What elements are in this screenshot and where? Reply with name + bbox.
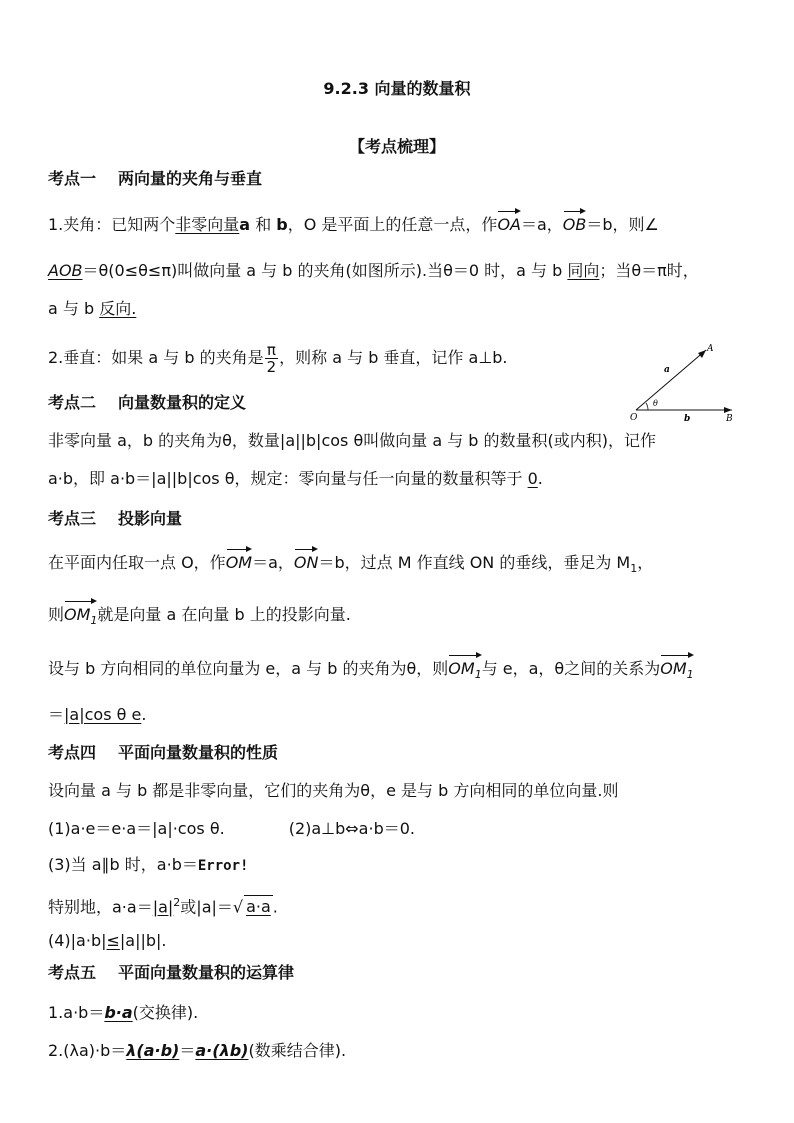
label-theta: θ [653, 399, 658, 408]
fraction-pi-over-2: $\frac{\pi}{2}$ [266, 341, 277, 376]
label-B: B [726, 414, 733, 424]
label-a: a [664, 365, 670, 375]
section-heading: 【考点梳理】 [348, 137, 445, 156]
angle-arc [646, 403, 648, 410]
k4-line5: (4)|a·b|≤|a||b|. [48, 931, 167, 950]
k3-line2: 则$OM_1$就是向量 a 在向量 b 上的投影向量. [48, 604, 351, 632]
k2-heading: 考点二 向量数量积的定义 [48, 393, 247, 412]
k4-line2: (1)a·e＝e·a＝|a|·cos θ. (2)a⊥b⇔a·b＝0. [48, 819, 415, 838]
page-title: 9.2.3 向量的数量积 [323, 79, 471, 98]
k1-angle-line1: 1.夹角：已知两个非零向量a 和 b，O 是平面上的任意一点，作OA＝a，OB＝b，则∠ [48, 215, 659, 234]
vector-a-arrowhead [698, 350, 706, 358]
label-A: A [707, 344, 714, 354]
k5-line1: 1.a·b＝b·a(交换律). [48, 1003, 199, 1022]
k1-angle-line2: AOB＝θ(0≤θ≤π)叫做向量 a 与 b 的夹角(如图所示).当θ＝0 时，a 与 b 同向；当θ＝π时， [48, 261, 699, 280]
k4-line4: 特别地，$a\cdot a=|a|^2$或|a|＝√ a·a . [48, 896, 278, 917]
k2-definition-line1: 非零向量 a，b 的夹角为θ，数量|a||b|cos θ叫做向量 a 与 b 的数量积(或内积)，记作 [48, 431, 657, 450]
vector-a-line [636, 350, 706, 410]
vector-ON: ON [293, 553, 319, 572]
k1-heading: 考点一 两向量的夹角与垂直 [48, 169, 263, 188]
k5-heading: 考点五 平面向量数量积的运算律 [48, 963, 295, 982]
vector-OB: OB [562, 215, 587, 234]
vector-OM1-b: $OM_1$ [448, 658, 481, 686]
k4-heading: 考点四 平面向量数量积的性质 [48, 743, 279, 762]
k1-perpendicular: 2.垂直：如果 a 与 b 的夹角是 $\frac{\pi}{2}$ ，则称 a 与 b 垂直，记作 a⊥b. [48, 341, 508, 376]
label-b: b [684, 414, 691, 424]
sqrt-a-dot-a: a·a [246, 897, 271, 917]
k4-line1: 设向量 a 与 b 都是非零向量，它们的夹角为θ，e 是与 b 方向相同的单位向量.则 [48, 781, 619, 800]
angle-diagram [622, 338, 752, 428]
label-O: O [630, 413, 638, 423]
vector-OA: OA [497, 215, 521, 234]
vector-b-arrowhead [724, 407, 732, 413]
k5-line2: 2.(λa)·b＝λ(a·b)＝a·(λb)(数乘结合律). [48, 1041, 347, 1060]
k3-line3: 设与 b 方向相同的单位向量为 e，a 与 b 的夹角为θ，则$OM_1$与 e，a，θ之间的关系为$OM_1$ [48, 658, 694, 686]
k3-line4: ＝|a|cos θ e. [48, 705, 147, 724]
k1-angle-line3: a 与 b 反向. [48, 299, 137, 318]
vector-OM1: $OM_1$ [64, 604, 97, 632]
k3-line1: 在平面内任取一点 O，作OM＝a，ON＝b，过点 M 作直线 ON 的垂线，垂足为 $M_1$， [48, 553, 654, 576]
k4-line3: (3)当 a∥b 时，a·b＝Error! [48, 855, 249, 874]
vector-OM1-c: $OM_1$ [660, 658, 693, 686]
vector-OM: OM [225, 553, 253, 572]
k3-heading: 考点三 投影向量 [48, 509, 183, 528]
k2-definition-line2: a·b，即 a·b＝|a||b|cos θ，规定：零向量与任一向量的数量积等于 0. [48, 469, 543, 488]
